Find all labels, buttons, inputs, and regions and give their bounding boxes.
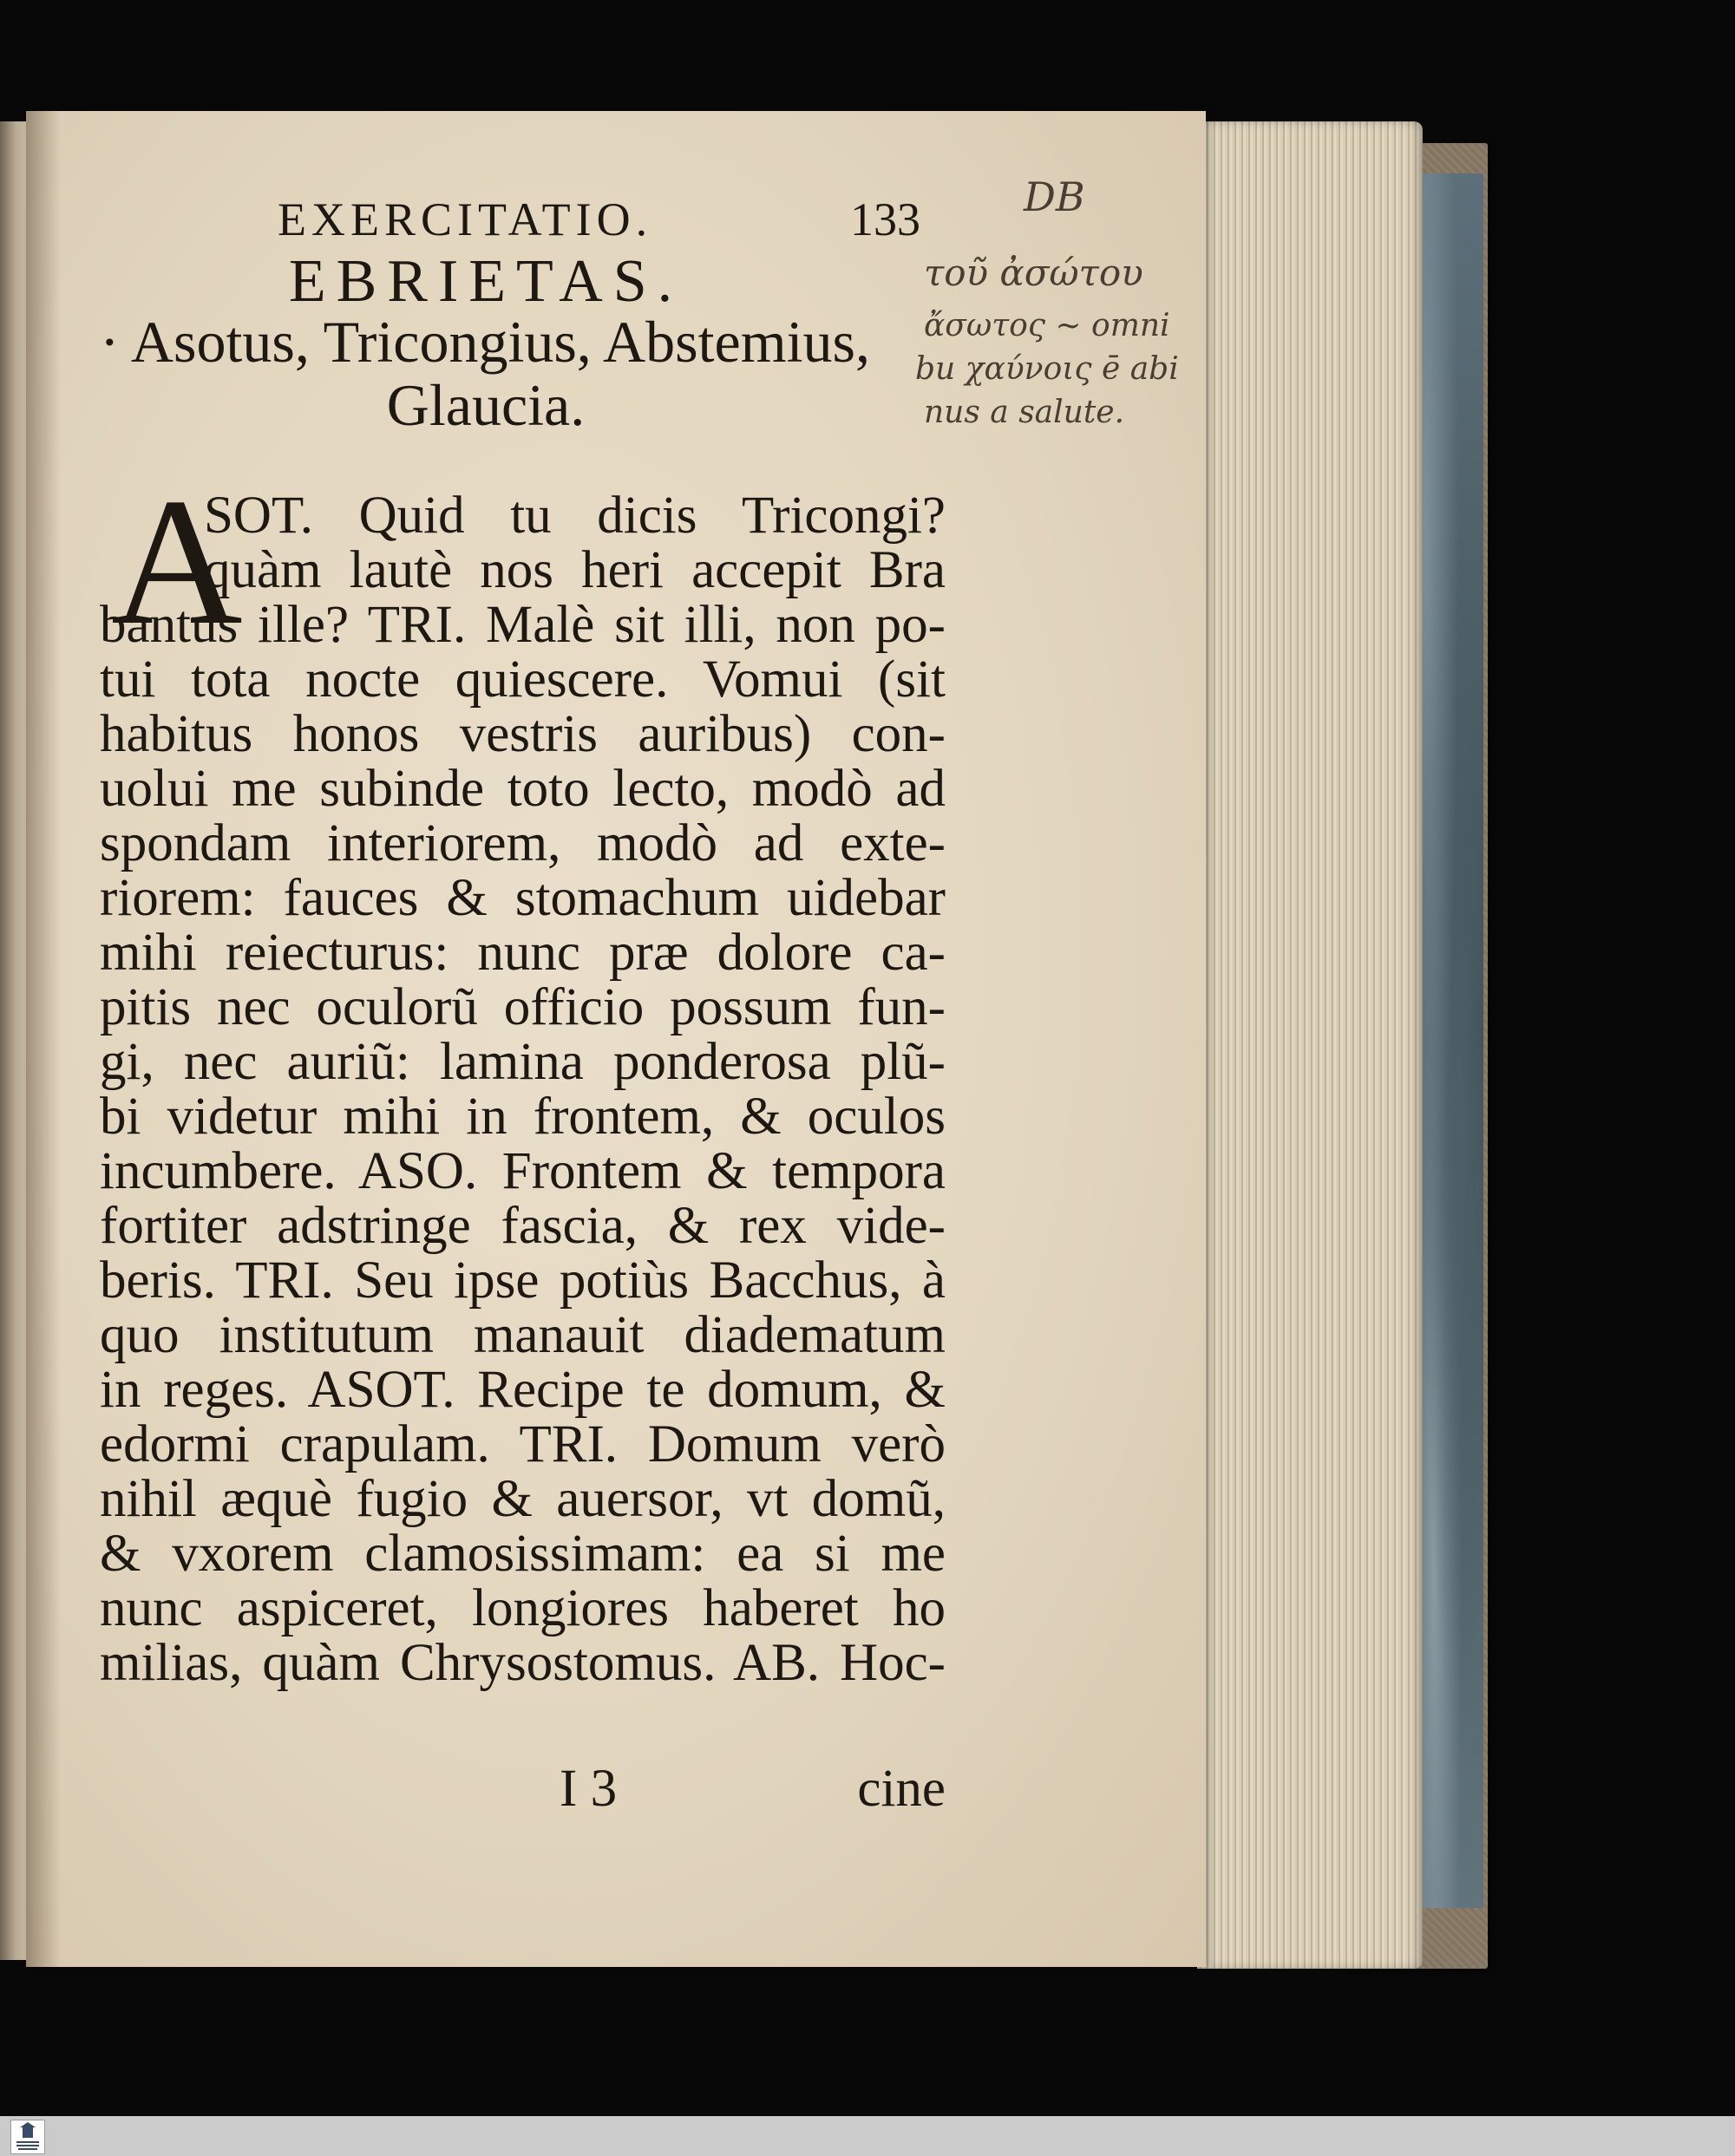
- handwritten-note: bu χαύνοις ē abi: [915, 351, 1179, 387]
- text-line: gi, nec auriũ: lamina ponderosa plũ-: [100, 1033, 946, 1091]
- text-line: tui tota nocte quiescere. Vomui (sit: [100, 650, 946, 709]
- text-line: bi videtur mihi in frontem, & oculos: [100, 1088, 946, 1146]
- text-line: spondam interiorem, modò ad exte-: [100, 814, 946, 872]
- text-line: milias, quàm Chrysostomus. AB. Hoc-: [100, 1634, 946, 1692]
- page-footer-line: [100, 1759, 946, 1820]
- signature-mark: I 3: [560, 1760, 618, 1818]
- page-number: 133: [850, 193, 920, 245]
- text-line: SOT. Quid tu dicis Tricongi?: [204, 487, 946, 545]
- text-line: uolui me subinde toto lecto, modò ad: [100, 760, 946, 818]
- handwritten-note: τοῦ ἀσώτου: [924, 252, 1143, 294]
- text-line: quàm lautè nos heri accepit Bra: [204, 541, 946, 599]
- page-edges: [1197, 121, 1423, 1969]
- text-line: beris. TRI. Seu ipse potiùs Bacchus, à: [100, 1251, 946, 1310]
- section-title: EBRIETAS.: [288, 248, 684, 315]
- text-line: in reges. ASOT. Recipe te domum, &: [100, 1361, 946, 1419]
- text-line: pitis nec oculorũ officio possum fun-: [100, 978, 946, 1036]
- text-line: habitus honos vestris auribus) con-: [100, 705, 946, 763]
- text-line: quo institutum manauit diadematum: [100, 1306, 946, 1364]
- text-line: edormi crapulam. TRI. Domum verò: [100, 1415, 946, 1473]
- text-line: riorem: fauces & stomachum uidebar: [100, 869, 946, 927]
- library-seal-icon[interactable]: [10, 2120, 45, 2154]
- viewer-footer-bar: [0, 2116, 1735, 2156]
- speakers-line: Glaucia.: [386, 372, 586, 438]
- handwritten-initials: DB: [1024, 173, 1085, 220]
- speakers-line: · Asotus, Tricongius, Abstemius,: [100, 309, 870, 375]
- handwritten-note: nus a salute.: [924, 395, 1125, 430]
- running-head: EXERCITATIO.: [278, 193, 653, 245]
- handwritten-note: ἄσωτος ~ omni: [924, 308, 1170, 343]
- text-line: bantus ille? TRI. Malè sit illi, non po-: [100, 596, 946, 654]
- text-line: mihi reiecturus: nunc præ dolore ca-: [100, 924, 946, 982]
- catchword: cine: [857, 1760, 946, 1818]
- text-line: fortiter adstringe fascia, & rex vide-: [100, 1197, 946, 1255]
- text-line: & vxorem clamosissimam: ea si me: [100, 1525, 946, 1583]
- drop-cap: A: [111, 461, 243, 663]
- text-line: nunc aspiceret, longiores haberet ho: [100, 1579, 946, 1637]
- text-line: nihil æquè fugio & auersor, vt domũ,: [100, 1470, 946, 1528]
- text-line: incumbere. ASO. Frontem & tempora: [100, 1142, 946, 1200]
